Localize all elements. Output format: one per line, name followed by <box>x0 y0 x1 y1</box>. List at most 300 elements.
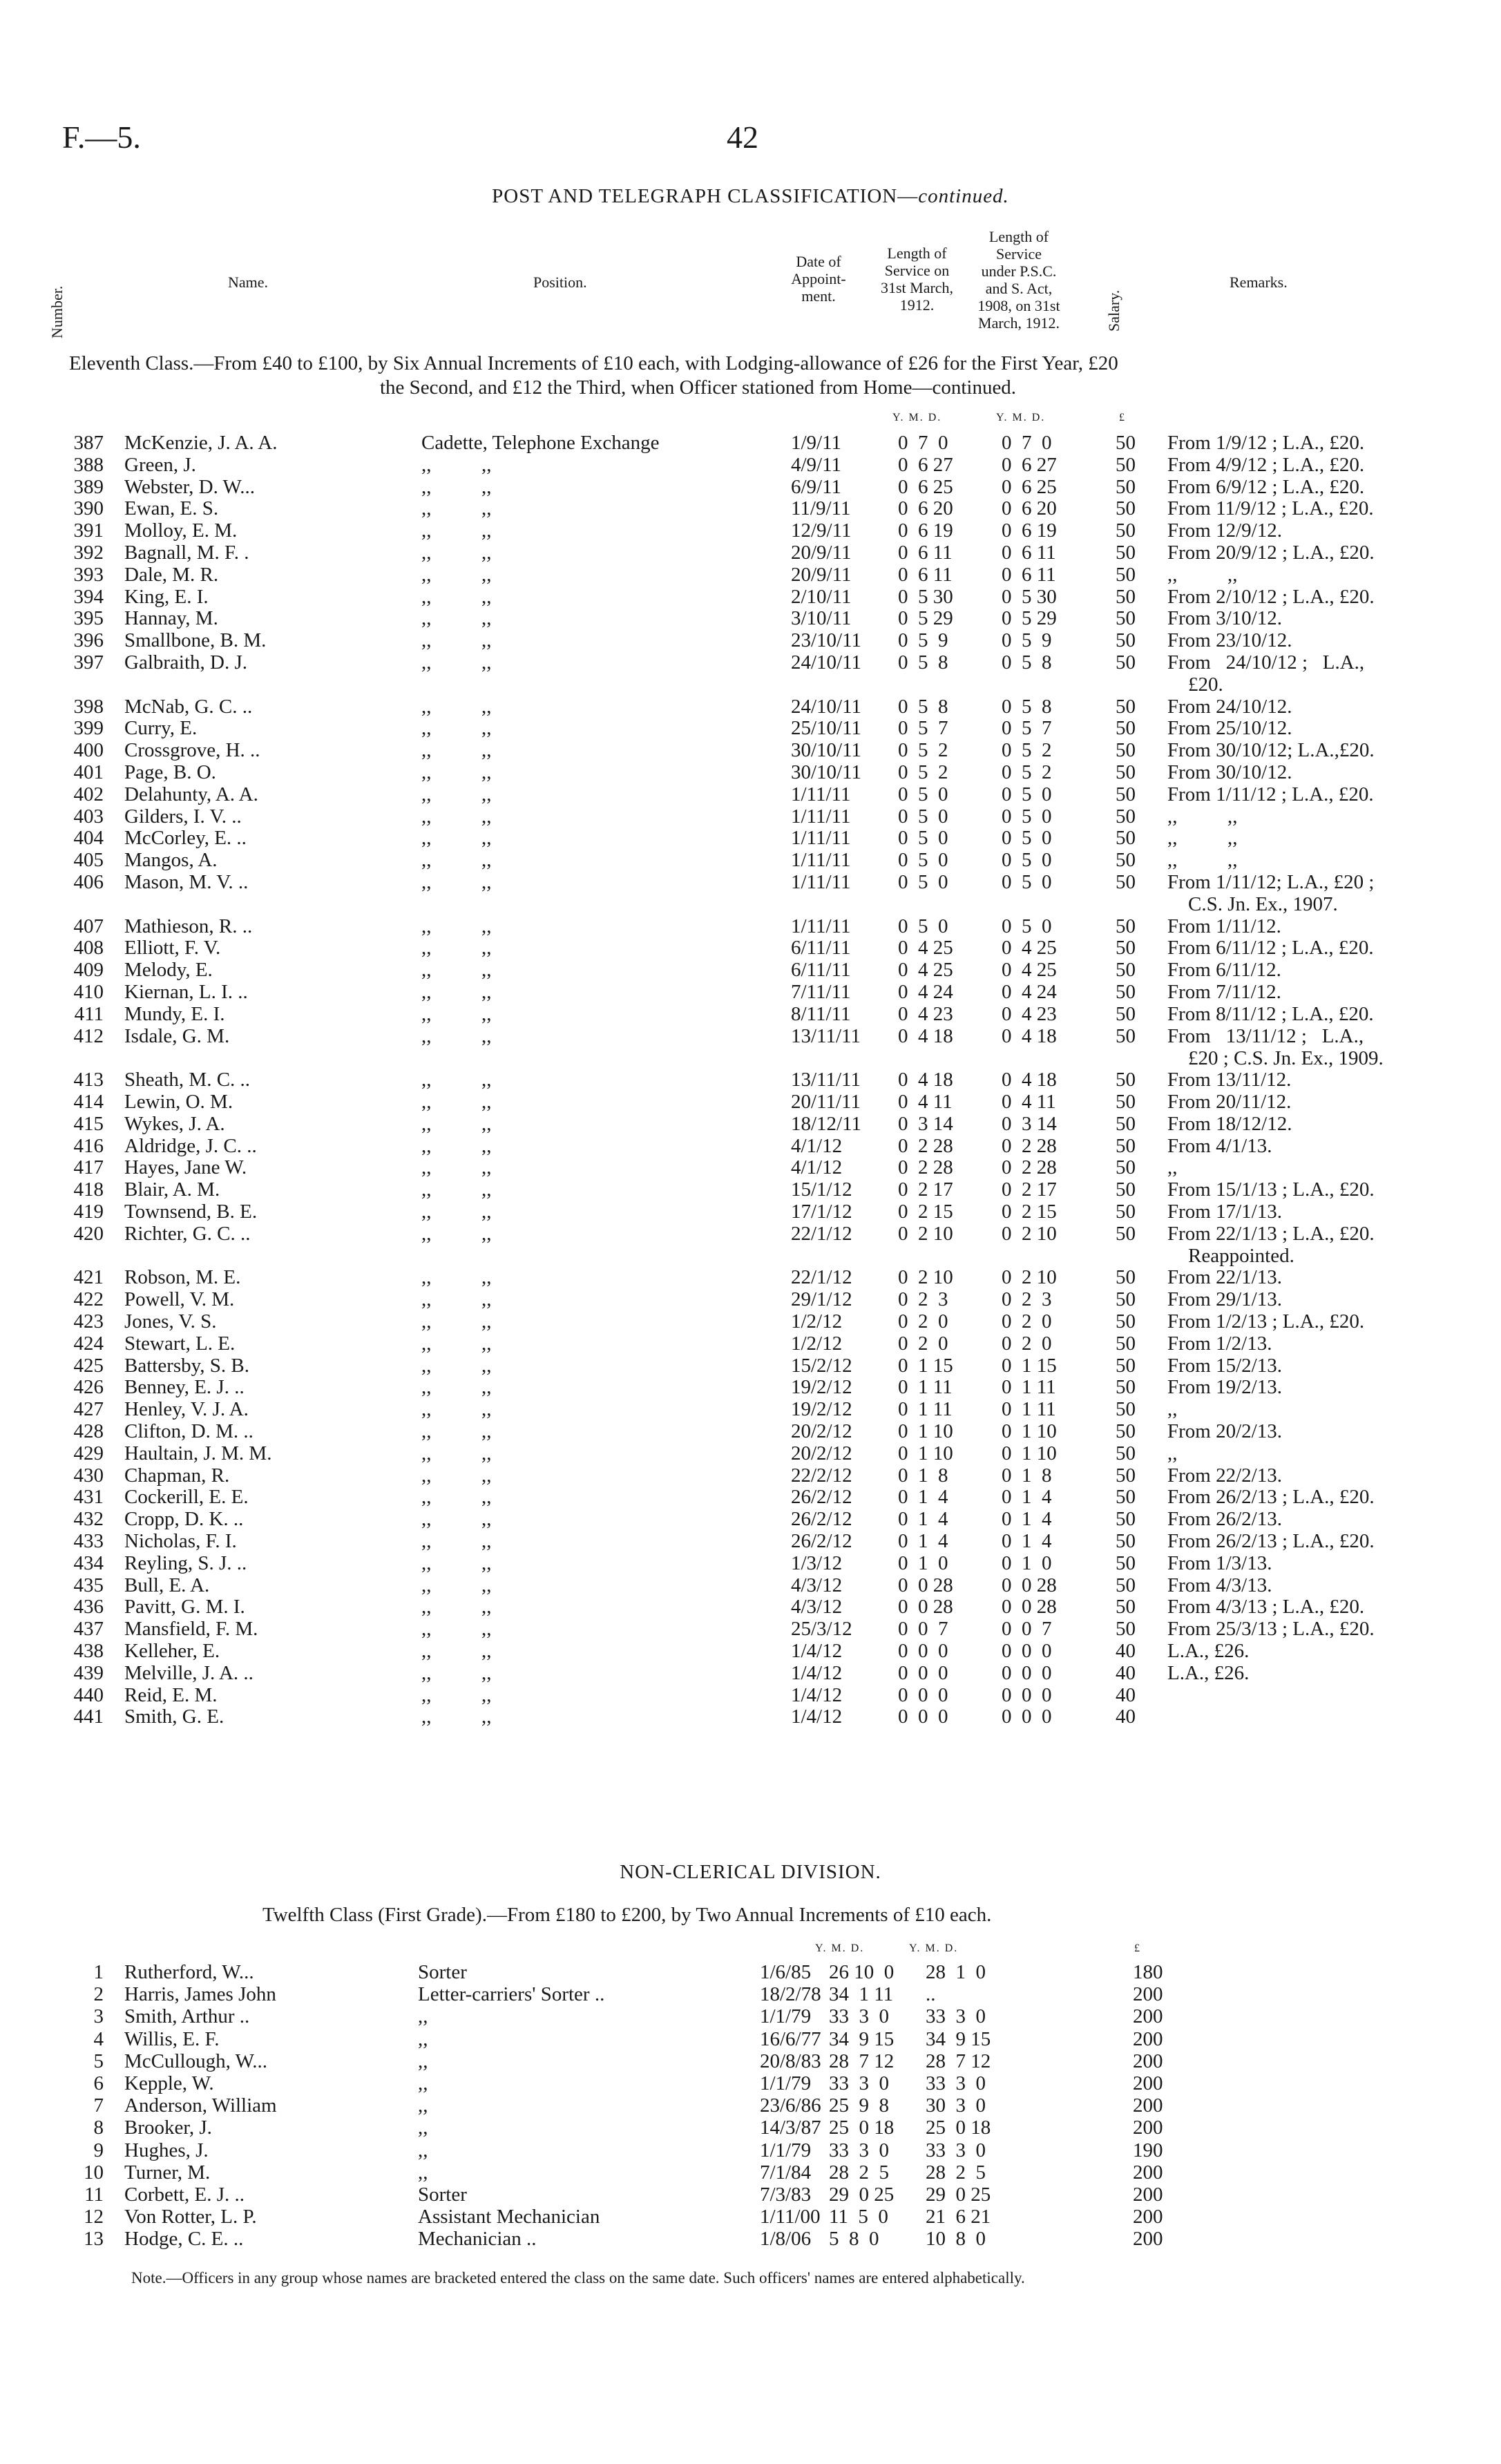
row-service-length: 0 2 15 <box>898 1201 953 1223</box>
row-date: 7/11/11 <box>791 981 851 1003</box>
row-name: Molloy, E. M. <box>124 519 238 542</box>
row-position: ,, ,, <box>421 1530 492 1552</box>
row-number: 415 <box>73 1113 104 1135</box>
row-salary: 50 <box>1116 1530 1136 1552</box>
row-remarks: From 13/11/12 ; L.A., <box>1167 1025 1364 1047</box>
row-remarks: From 1/2/13 ; L.A., £20. <box>1167 1310 1365 1333</box>
row-name: Sheath, M. C. .. <box>124 1069 251 1091</box>
row-number: 390 <box>73 497 104 519</box>
row-name: Lewin, O. M. <box>124 1091 233 1113</box>
row-date: 26/2/12 <box>791 1486 852 1508</box>
row-salary: 50 <box>1116 1442 1136 1464</box>
row-service-psc: 0 6 11 <box>1002 542 1056 564</box>
row-service-length: 33 3 0 <box>829 2005 889 2027</box>
table-row <box>0 916 1501 937</box>
row-remarks: L.A., £26. <box>1167 1640 1250 1662</box>
row-number: 405 <box>73 849 104 871</box>
row-service-length: 0 6 25 <box>898 476 953 498</box>
table-row <box>0 1962 1501 1983</box>
table-row <box>0 1399 1501 1420</box>
row-number: 426 <box>73 1376 104 1398</box>
row-service-length: 28 2 5 <box>829 2161 889 2184</box>
row-position: ,, ,, <box>421 586 492 608</box>
table-row <box>0 1157 1501 1178</box>
row-name: Crossgrove, H. .. <box>124 739 260 761</box>
row-service-psc: 0 1 11 <box>1002 1398 1056 1420</box>
row-date: 6/11/11 <box>791 959 851 981</box>
row-service-psc: 0 1 0 <box>1002 1552 1052 1574</box>
row-name: Von Rotter, L. P. <box>124 2206 257 2228</box>
row-number: 435 <box>73 1574 104 1596</box>
row-name: Stewart, L. E. <box>124 1333 236 1355</box>
row-remarks: From 1/11/12. <box>1167 915 1281 937</box>
row-service-length: 0 5 8 <box>898 696 948 718</box>
table-row-continued <box>0 674 1501 696</box>
row-service-psc: 28 7 12 <box>926 2050 991 2072</box>
row-date: 1/2/12 <box>791 1333 843 1355</box>
row-service-psc: 0 2 28 <box>1002 1135 1057 1157</box>
table-row <box>0 2162 1501 2184</box>
row-name: Mason, M. V. .. <box>124 871 249 893</box>
row-service-psc: 28 1 0 <box>926 1961 986 1983</box>
row-position: ,, <box>418 2028 428 2050</box>
row-service-psc: .. <box>926 1983 936 2005</box>
row-date: 1/2/12 <box>791 1310 843 1333</box>
row-number: 393 <box>73 564 104 586</box>
row-salary: 50 <box>1116 761 1136 783</box>
row-service-length: 0 5 8 <box>898 651 948 674</box>
row-number: 408 <box>73 937 104 959</box>
row-service-psc: 0 5 0 <box>1002 805 1052 828</box>
row-service-psc: 0 5 0 <box>1002 783 1052 805</box>
row-salary: 50 <box>1116 696 1136 718</box>
row-name: Delahunty, A. A. <box>124 783 258 805</box>
row-position: ,, ,, <box>421 1333 492 1355</box>
row-salary: 50 <box>1116 849 1136 871</box>
table-row <box>0 1026 1501 1047</box>
row-number: 422 <box>73 1288 104 1310</box>
row-name: Haultain, J. M. M. <box>124 1442 272 1464</box>
row-salary: 50 <box>1116 629 1136 651</box>
row-remarks: From 6/11/12. <box>1167 959 1281 981</box>
row-date: 25/3/12 <box>791 1618 852 1640</box>
row-position: ,, ,, <box>421 1091 492 1113</box>
row-service-length: 0 0 0 <box>898 1662 948 1684</box>
row-remarks: From 6/11/12 ; L.A., £20. <box>1167 937 1374 959</box>
row-position: ,, ,, <box>421 1596 492 1618</box>
row-date: 19/2/12 <box>791 1398 852 1420</box>
table-row <box>0 1706 1501 1728</box>
unit-ymd-2: Y. M. D. <box>996 412 1046 423</box>
table-row <box>0 982 1501 1003</box>
row-service-length: 0 2 28 <box>898 1135 953 1157</box>
row-number: 425 <box>73 1355 104 1377</box>
row-remarks: From 26/2/13 ; L.A., £20. <box>1167 1530 1375 1552</box>
table-row <box>0 2117 1501 2139</box>
row-name: Clifton, D. M. .. <box>124 1420 254 1442</box>
table-row <box>0 1553 1501 1574</box>
row-date: 20/2/12 <box>791 1420 852 1442</box>
table-row <box>0 718 1501 739</box>
row-name: Reid, E. M. <box>124 1684 218 1706</box>
row-service-length: 0 2 0 <box>898 1310 948 1333</box>
page-title <box>0 185 1501 208</box>
row-salary: 50 <box>1116 1508 1136 1530</box>
table-row <box>0 564 1501 586</box>
row-position: ,, ,, <box>421 1355 492 1377</box>
row-service-psc: 0 2 15 <box>1002 1201 1057 1223</box>
table-row <box>0 1596 1501 1618</box>
row-service-psc: 0 0 28 <box>1002 1596 1057 1618</box>
row-date: 30/10/11 <box>791 739 862 761</box>
row-name: Henley, V. J. A. <box>124 1398 249 1420</box>
row-salary: 50 <box>1116 454 1136 476</box>
row-number: 394 <box>73 586 104 608</box>
row-service-psc: 0 5 9 <box>1002 629 1052 651</box>
row-salary: 50 <box>1116 476 1136 498</box>
row-name: Powell, V. M. <box>124 1288 235 1310</box>
row-date: 30/10/11 <box>791 761 862 783</box>
table-row <box>0 1465 1501 1487</box>
row-service-length: 0 2 0 <box>898 1333 948 1355</box>
row-position: ,, ,, <box>421 1113 492 1135</box>
row-number: 9 <box>93 2139 104 2161</box>
row-salary: 50 <box>1116 1025 1136 1047</box>
row-salary: 200 <box>1133 2161 1163 2184</box>
row-number: 396 <box>73 629 104 651</box>
row-date: 4/1/12 <box>791 1135 843 1157</box>
row-service-length: 0 2 10 <box>898 1223 953 1245</box>
row-service-length: 0 7 0 <box>898 432 948 454</box>
row-position: ,, <box>418 2094 428 2117</box>
row-position: ,, ,, <box>421 1640 492 1662</box>
row-number: 397 <box>73 651 104 674</box>
row-name: Mangos, A. <box>124 849 218 871</box>
row-name: Page, B. O. <box>124 761 216 783</box>
row-name: Smallbone, B. M. <box>124 629 267 651</box>
row-service-psc: 0 1 8 <box>1002 1464 1052 1487</box>
row-service-psc: 0 5 2 <box>1002 761 1052 783</box>
row-name: Aldridge, J. C. .. <box>124 1135 257 1157</box>
row-service-psc: 0 1 4 <box>1002 1530 1052 1552</box>
row-service-psc: 0 5 2 <box>1002 739 1052 761</box>
row-salary: 50 <box>1116 827 1136 849</box>
row-service-length: 0 0 0 <box>898 1640 948 1662</box>
row-position: ,, ,, <box>421 542 492 564</box>
table-row <box>0 455 1501 476</box>
header-remarks: Remarks. <box>1230 274 1288 291</box>
row-number: 398 <box>73 696 104 718</box>
row-date: 12/9/11 <box>791 519 852 542</box>
table-row <box>0 1641 1501 1662</box>
row-salary: 50 <box>1116 1464 1136 1487</box>
twelfth-class-heading: Twelfth Class (First Grade).—From £180 to £200, by Two Annual Increments of £10 each. <box>262 1904 992 1926</box>
row-date: 4/3/12 <box>791 1574 843 1596</box>
row-number: 424 <box>73 1333 104 1355</box>
row-number: 441 <box>73 1706 104 1728</box>
row-service-length: 0 1 10 <box>898 1442 953 1464</box>
row-service-length: 0 5 0 <box>898 871 948 893</box>
row-position: ,, ,, <box>421 454 492 476</box>
row-position: ,, ,, <box>421 1706 492 1728</box>
row-date: 1/11/11 <box>791 827 851 849</box>
unit-ymd-3: Y. M. D. <box>815 1942 865 1954</box>
row-service-psc: 0 1 15 <box>1002 1355 1057 1377</box>
row-number: 395 <box>73 607 104 629</box>
header-date: Date of Appoint- ment. <box>791 253 846 305</box>
row-remarks: From 2/10/12 ; L.A., £20. <box>1167 586 1375 608</box>
row-position: Sorter <box>418 2184 467 2206</box>
row-name: Kelleher, E. <box>124 1640 220 1662</box>
row-date: 13/11/11 <box>791 1069 861 1091</box>
row-service-psc: 33 3 0 <box>926 2139 986 2161</box>
row-salary: 50 <box>1116 1288 1136 1310</box>
row-name: Bull, E. A. <box>124 1574 210 1596</box>
row-number: 413 <box>73 1069 104 1091</box>
row-service-psc: 0 2 10 <box>1002 1266 1057 1288</box>
row-service-length: 25 0 18 <box>829 2117 895 2139</box>
row-remarks: From 15/2/13. <box>1167 1355 1282 1377</box>
row-position: ,, ,, <box>421 629 492 651</box>
row-service-psc: 0 1 11 <box>1002 1376 1056 1398</box>
row-salary: 50 <box>1116 959 1136 981</box>
row-position: Cadette, Telephone Exchange <box>421 432 660 454</box>
row-remarks: From 13/11/12. <box>1167 1069 1292 1091</box>
row-name: Melody, E. <box>124 959 213 981</box>
row-salary: 50 <box>1116 1156 1136 1178</box>
page-reference: F.—5. <box>62 120 141 155</box>
table-row <box>0 1355 1501 1377</box>
row-name: Ewan, E. S. <box>124 497 219 519</box>
row-name: Blair, A. M. <box>124 1178 220 1201</box>
table-row <box>0 2073 1501 2094</box>
row-position: Assistant Mechanician <box>418 2206 600 2228</box>
row-position: ,, ,, <box>421 1552 492 1574</box>
row-salary: 50 <box>1116 1003 1136 1025</box>
row-number: 429 <box>73 1442 104 1464</box>
row-service-psc: 0 4 25 <box>1002 937 1057 959</box>
row-name: Mansfield, F. M. <box>124 1618 258 1640</box>
row-date: 8/11/11 <box>791 1003 851 1025</box>
row-number: 401 <box>73 761 104 783</box>
row-service-length: 0 5 7 <box>898 717 948 739</box>
row-date: 1/1/79 <box>760 2005 812 2027</box>
row-number: 438 <box>73 1640 104 1662</box>
row-name: Smith, Arthur .. <box>124 2005 250 2027</box>
row-remarks: From 20/11/12. <box>1167 1091 1292 1113</box>
row-name: Richter, G. C. .. <box>124 1223 251 1245</box>
row-service-psc: 0 2 3 <box>1002 1288 1052 1310</box>
row-number: 400 <box>73 739 104 761</box>
row-position: ,, ,, <box>421 1156 492 1178</box>
row-service-psc: 0 5 29 <box>1002 607 1057 629</box>
row-salary: 40 <box>1116 1640 1136 1662</box>
table-row <box>0 1136 1501 1157</box>
header-position: Position. <box>533 274 587 291</box>
row-salary: 50 <box>1116 783 1136 805</box>
row-position: ,, ,, <box>421 805 492 828</box>
row-date: 1/1/79 <box>760 2072 812 2094</box>
row-salary: 50 <box>1116 981 1136 1003</box>
row-service-psc: 0 6 19 <box>1002 519 1057 542</box>
row-name: Chapman, R. <box>124 1464 230 1487</box>
table-row <box>0 2228 1501 2250</box>
table-row <box>0 1201 1501 1223</box>
row-position: ,, ,, <box>421 1574 492 1596</box>
row-salary: 50 <box>1116 1069 1136 1091</box>
row-position: ,, ,, <box>421 827 492 849</box>
table-row <box>0 2184 1501 2206</box>
row-date: 16/6/77 <box>760 2028 821 2050</box>
row-date: 1/11/11 <box>791 849 851 871</box>
row-number: 421 <box>73 1266 104 1288</box>
row-service-length: 0 5 30 <box>898 586 953 608</box>
row-service-length: 11 5 0 <box>829 2206 888 2228</box>
row-number: 399 <box>73 717 104 739</box>
row-service-psc: 0 5 0 <box>1002 827 1052 849</box>
row-service-length: 0 1 10 <box>898 1420 953 1442</box>
row-date: 14/3/87 <box>760 2117 821 2139</box>
row-service-length: 5 8 0 <box>829 2228 879 2250</box>
row-number: 4 <box>93 2028 104 2050</box>
row-date: 2/10/11 <box>791 586 852 608</box>
row-date: 7/1/84 <box>760 2161 812 2184</box>
row-remarks: From 22/1/13. <box>1167 1266 1282 1288</box>
non-clerical-heading: NON-CLERICAL DIVISION. <box>620 1861 881 1883</box>
header-number: Number. <box>48 285 66 338</box>
row-name: Cropp, D. K. .. <box>124 1508 244 1530</box>
row-service-psc: 25 0 18 <box>926 2117 991 2139</box>
row-service-length: 25 9 8 <box>829 2094 889 2117</box>
header-length: Length of Service on 31st March, 1912. <box>880 245 954 314</box>
table-row <box>0 850 1501 871</box>
table-row <box>0 520 1501 542</box>
row-service-psc: 29 0 25 <box>926 2184 991 2206</box>
row-service-length: 0 5 0 <box>898 827 948 849</box>
row-name: Cockerill, E. E. <box>124 1486 249 1508</box>
row-service-psc: 0 5 0 <box>1002 915 1052 937</box>
page-number: 42 <box>727 120 758 155</box>
row-position: ,, ,, <box>421 1135 492 1157</box>
table-row <box>0 1289 1501 1310</box>
table-row <box>0 586 1501 608</box>
row-service-psc: 0 0 28 <box>1002 1574 1057 1596</box>
row-service-length: 0 4 25 <box>898 937 953 959</box>
row-service-length: 0 4 25 <box>898 959 953 981</box>
row-salary: 50 <box>1116 586 1136 608</box>
row-position: ,, ,, <box>421 783 492 805</box>
row-remarks: ,, <box>1167 1156 1178 1178</box>
row-salary: 200 <box>1133 2184 1163 2206</box>
row-name: Webster, D. W... <box>124 476 256 498</box>
class-heading-line1: Eleventh Class.—From £40 to £100, by Six Annual Increments of £10 each, with Lodging-allowance of £26 for the First Year, £20 <box>69 352 1118 374</box>
row-service-psc: 0 6 20 <box>1002 497 1057 519</box>
table-row <box>0 1618 1501 1640</box>
row-remarks-continued: C.S. Jn. Ex., 1907. <box>1188 893 1338 915</box>
row-service-psc: 0 0 7 <box>1002 1618 1052 1640</box>
row-service-length: 0 1 4 <box>898 1508 948 1530</box>
row-name: Rutherford, W... <box>124 1961 254 1983</box>
row-service-length: 33 3 0 <box>829 2139 889 2161</box>
row-number: 7 <box>93 2094 104 2117</box>
row-date: 24/10/11 <box>791 696 862 718</box>
row-service-length: 0 2 17 <box>898 1178 953 1201</box>
row-service-psc: 0 2 0 <box>1002 1310 1052 1333</box>
row-remarks: From 25/10/12. <box>1167 717 1292 739</box>
row-name: Hughes, J. <box>124 2139 209 2161</box>
table-row <box>0 1114 1501 1135</box>
row-date: 1/3/12 <box>791 1552 843 1574</box>
table-row <box>0 1267 1501 1288</box>
header-name: Name. <box>228 274 269 291</box>
title-text: POST AND TELEGRAPH CLASSIFICATION— <box>492 185 919 207</box>
row-service-length: 0 1 11 <box>898 1376 953 1398</box>
table-row <box>0 1091 1501 1113</box>
row-service-length: 0 5 2 <box>898 761 948 783</box>
row-number: 416 <box>73 1135 104 1157</box>
row-name: Dale, M. R. <box>124 564 219 586</box>
row-service-psc: 0 5 0 <box>1002 871 1052 893</box>
row-remarks-continued: Reappointed. <box>1188 1245 1294 1267</box>
table-row <box>0 1443 1501 1464</box>
row-service-length: 0 5 9 <box>898 629 948 651</box>
row-date: 15/1/12 <box>791 1178 852 1201</box>
row-salary: 200 <box>1133 2072 1163 2094</box>
row-salary: 50 <box>1116 1552 1136 1574</box>
row-date: 7/3/83 <box>760 2184 812 2206</box>
row-date: 25/10/11 <box>791 717 862 739</box>
row-number: 417 <box>73 1156 104 1178</box>
row-service-psc: 28 2 5 <box>926 2161 986 2184</box>
row-date: 1/4/12 <box>791 1640 843 1662</box>
row-name: Hannay, M. <box>124 607 218 629</box>
row-service-length: 26 10 0 <box>829 1961 895 1983</box>
row-position: ,, ,, <box>421 1618 492 1640</box>
table-row <box>0 696 1501 718</box>
table-row <box>0 1663 1501 1684</box>
row-salary: 50 <box>1116 651 1136 674</box>
row-position: ,, ,, <box>421 959 492 981</box>
row-salary: 50 <box>1116 1201 1136 1223</box>
row-name: McNab, G. C. .. <box>124 696 253 718</box>
table-row-continued <box>0 1245 1501 1267</box>
row-name: King, E. I. <box>124 586 209 608</box>
row-number: 440 <box>73 1684 104 1706</box>
row-date: 1/11/11 <box>791 805 851 828</box>
row-date: 20/9/11 <box>791 542 852 564</box>
row-name: Willis, E. F. <box>124 2028 220 2050</box>
row-service-psc: 0 4 24 <box>1002 981 1057 1003</box>
row-name: Gilders, I. V. .. <box>124 805 242 828</box>
row-salary: 180 <box>1133 1961 1163 1983</box>
row-date: 29/1/12 <box>791 1288 852 1310</box>
row-position: ,, ,, <box>421 519 492 542</box>
row-remarks: From 26/2/13. <box>1167 1508 1282 1530</box>
row-position: ,, ,, <box>421 849 492 871</box>
row-position: ,, <box>418 2050 428 2072</box>
row-date: 1/4/12 <box>791 1684 843 1706</box>
row-remarks: L.A., £26. <box>1167 1662 1250 1684</box>
row-salary: 50 <box>1116 1266 1136 1288</box>
row-name: Hodge, C. E. .. <box>124 2228 244 2250</box>
row-date: 26/2/12 <box>791 1530 852 1552</box>
row-position: ,, <box>418 2117 428 2139</box>
row-position: ,, <box>418 2005 428 2027</box>
table-row-continued <box>0 1048 1501 1069</box>
table-row <box>0 2006 1501 2027</box>
row-salary: 200 <box>1133 2005 1163 2027</box>
row-name: Bagnall, M. F. . <box>124 542 249 564</box>
